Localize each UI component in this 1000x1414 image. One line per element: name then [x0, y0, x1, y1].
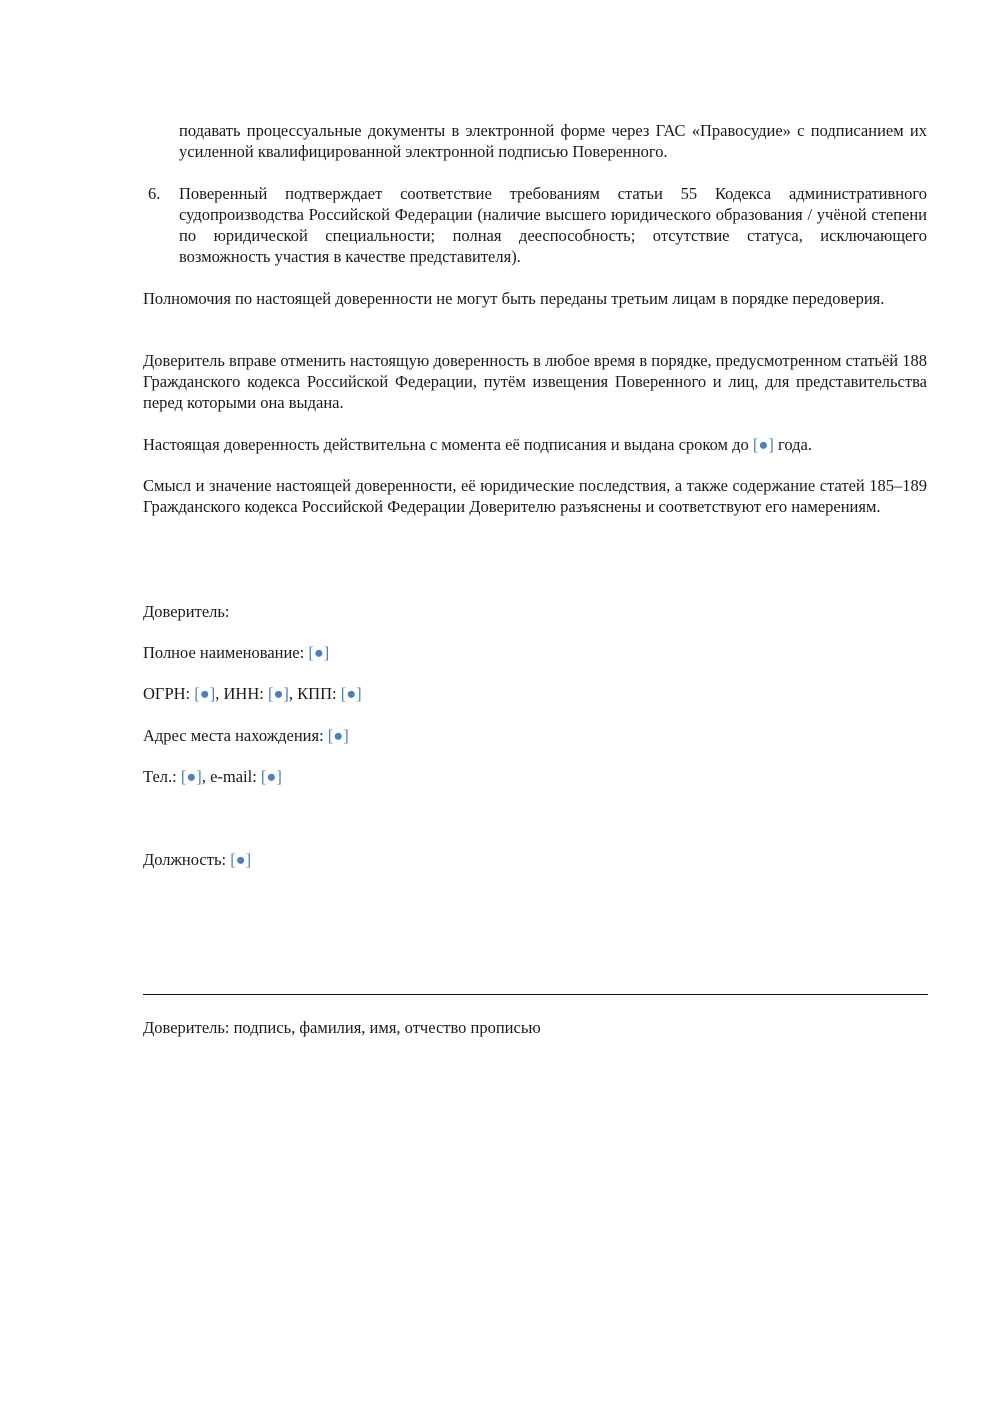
item-6-text: Поверенный подтверждает соответствие требованиям статьи 55 Кодекса административного судопроизводства Российской Федерации (наличие высшего юридического образования / учёной степени по юридической специальности; полная дееспособность; отсутствие статуса, исключающего возможность участия в качестве представителя).	[179, 184, 927, 266]
position-line	[143, 849, 251, 870]
position-label: Должность:	[143, 850, 231, 869]
registration-line	[143, 683, 362, 704]
signature-line	[143, 994, 928, 995]
item-6-number: 6.	[148, 184, 161, 203]
full-name-line	[143, 642, 329, 663]
revocation-paragraph: Доверитель вправе отменить настоящую доверенность в любое время в порядке, предусмотренном статьёй 188 Гражданского кодекса Российской Федерации, путём извещения Поверенного и лиц, для представительства перед которыми она выдана.	[143, 351, 927, 412]
contacts-line	[143, 766, 282, 787]
ogrn-label: ОГРН:	[143, 684, 195, 703]
validity-paragraph	[143, 434, 812, 455]
position-placeholder: [●]	[230, 850, 252, 869]
meaning-paragraph: Смысл и значение настоящей доверенности, её юридические последствия, а также содержание статей 185–189 Гражданского кодекса Российской Федерации Доверителю разъяснены и соответствуют его намерениям.	[143, 476, 927, 516]
address-placeholder: [●]	[327, 726, 349, 745]
email-placeholder: [●]	[260, 767, 282, 786]
kpp-label: , КПП:	[288, 684, 341, 703]
address-line	[143, 725, 349, 746]
address-label: Адрес места нахождения:	[143, 726, 328, 745]
inn-label: , ИНН:	[215, 684, 268, 703]
email-label: , e-mail:	[201, 767, 261, 786]
validity-date-placeholder: [●]	[752, 435, 774, 454]
inn-placeholder: [●]	[267, 684, 289, 703]
item-5-continuation: подавать процессуальные документы в электронной форме через ГАС «Правосудие» с подписанием их усиленной квалифицированной электронной подписью Поверенного.	[179, 121, 927, 161]
signature-caption: Доверитель: подпись, фамилия, имя, отчество прописью	[143, 1018, 541, 1037]
kpp-placeholder: [●]	[340, 684, 362, 703]
phone-label: Тел.:	[143, 767, 181, 786]
validity-suffix: года.	[773, 435, 812, 454]
full-name-placeholder: [●]	[308, 643, 330, 662]
validity-text: Настоящая доверенность действительна с момента её подписания и выдана сроком до	[143, 435, 753, 454]
full-name-label: Полное наименование:	[143, 643, 309, 662]
ogrn-placeholder: [●]	[194, 684, 216, 703]
no-substitution-paragraph: Полномочия по настоящей доверенности не могут быть переданы третьим лицам в порядке передоверия.	[143, 289, 885, 308]
phone-placeholder: [●]	[180, 767, 202, 786]
principal-heading: Доверитель:	[143, 602, 230, 621]
